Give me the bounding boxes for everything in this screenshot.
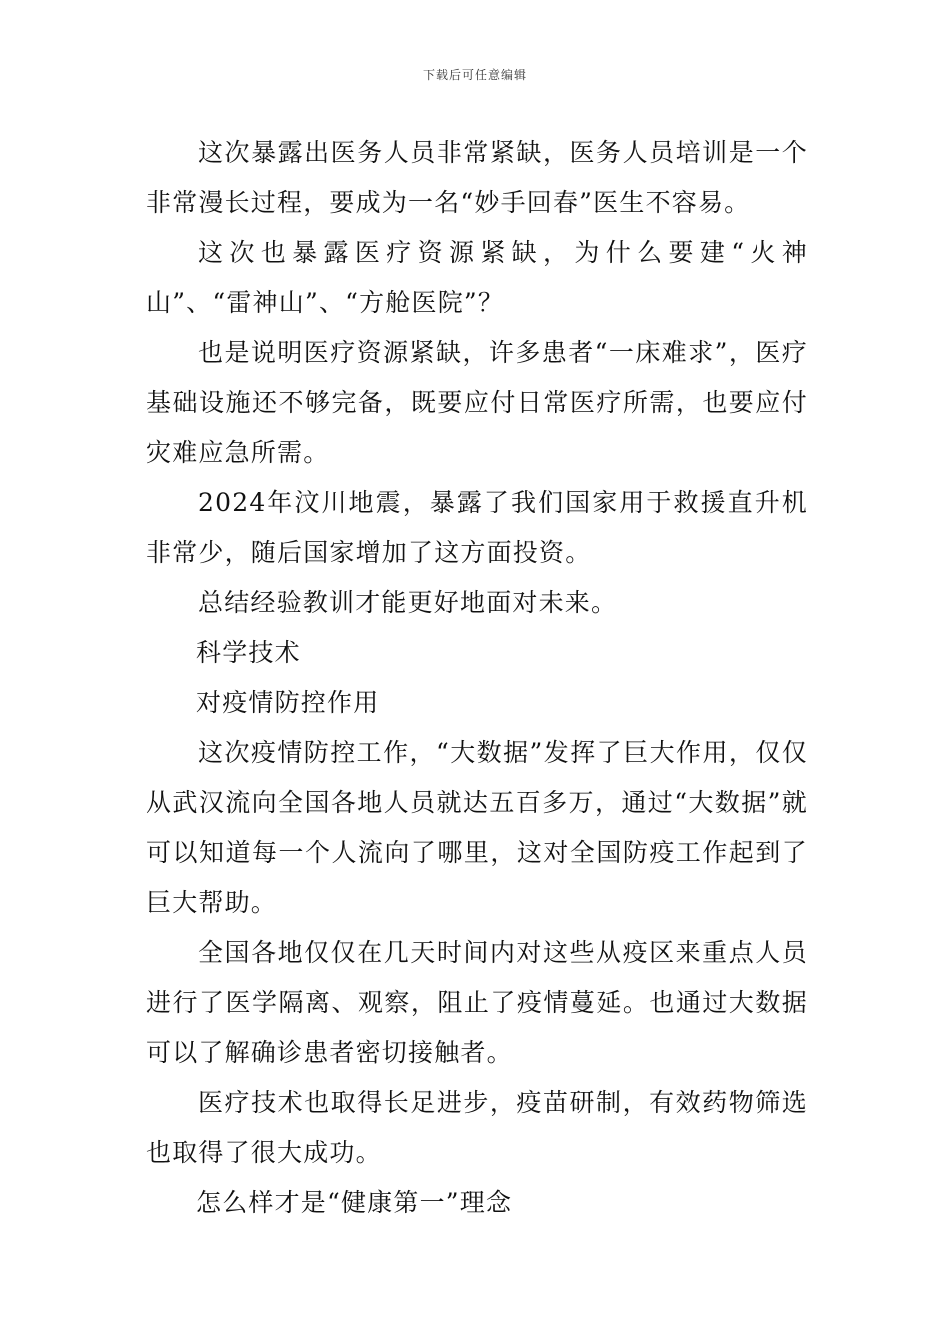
paragraph-hospital-beds: 也是说明医疗资源紧缺，许多患者“一床难求”，医疗基础设施还不够完备，既要应付日常医疗所需，也要应付灾难应急所需。 — [146, 338, 808, 467]
section-heading-health-first: 怎么样才是“健康第一”理念 — [196, 1188, 513, 1217]
paragraph-big-data: 这次疫情防控工作，“大数据”发挥了巨大作用，仅仅从武汉流向全国各地人员就达五百多万，通过“大数据”就可以知道每一个人流向了哪里，这对全国防疫工作起到了巨大帮助。 — [146, 738, 808, 917]
paragraph-vaccine: 医疗技术也取得长足进步，疫苗研制，有效药物筛选也取得了很大成功。 — [146, 1088, 808, 1167]
paragraph-lessons: 总结经验教训才能更好地面对未来。 — [198, 588, 618, 617]
paragraph-medical-resource-shortage: 这次也暴露医疗资源紧缺，为什么要建“火神山”、“雷神山”、“方舱医院”？ — [146, 238, 808, 317]
document-body — [146, 128, 808, 1228]
paragraph-earthquake: 2024年汶川地震，暴露了我们国家用于救援直升机非常少，随后国家增加了这方面投资。 — [146, 488, 808, 567]
paragraph-isolation: 全国各地仅仅在几天时间内对这些从疫区来重点人员进行了医学隔离、观察，阻止了疫情蔓延。也通过大数据可以了解确诊患者密切接触者。 — [146, 938, 808, 1067]
page-header-note: 下载后可任意编辑 — [422, 68, 527, 82]
paragraph-medical-staff-shortage: 这次暴露出医务人员非常紧缺，医务人员培训是一个非常漫长过程，要成为一名“妙手回春”医生不容易。 — [146, 138, 808, 217]
section-subheading-epidemic-role: 对疫情防控作用 — [196, 688, 380, 717]
section-heading-science: 科学技术 — [196, 638, 301, 667]
